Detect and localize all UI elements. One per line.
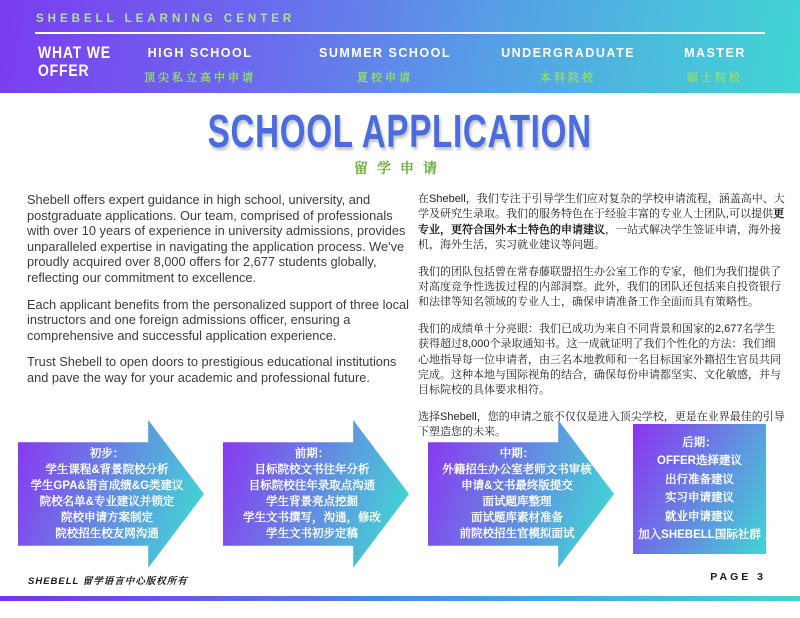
intro-zh-p1-pre: 在Shebell，我们专注于引导学生们应对复杂的学校申请流程，涵盖高中、大学及研究生录取。我们的服务特色在于经验丰富的专业人士团队,可以提供: [418, 193, 785, 221]
process-stage-title: 中期：: [499, 448, 535, 460]
process-step-line: 面试题库整理: [482, 496, 552, 508]
intro-en-paragraph-3: Trust Shebell to open doors to prestigious educational institutions and pave the way for your academic and professional future.: [27, 354, 397, 385]
intro-en-paragraph-1: Shebell offers expert guidance in high school, university, and postgraduate applications. Our team, comprised of professionals with over 10 years of experience in university admissions, provides unparalleled expertise in navigating the application process. We've proudly acquired over 8,000 offers for 2,677 students globally, reflecting our commitment to excellence.: [27, 192, 406, 285]
intro-zh-p1-bold: 更专业，更符合国外本土特色的申请建议: [418, 208, 785, 236]
intro-zh-paragraph-1: [418, 192, 786, 254]
process-step-line: 外籍招生办公室老师文书审核: [442, 464, 592, 476]
nav-item-label: HIGH SCHOOL: [147, 46, 253, 60]
process-arrow-initial: [18, 420, 204, 568]
intro-zh-paragraph-3: 我们的成绩单十分亮眼：我们已成功为来自不同背景和国家的2,677名学生获得超过8,000个录取通知书。这一成就证明了我们个性化的方法：我们细心地指导每一位申请者，由三名本地教师和一名目标国家外籍招生官员共同完成。这种本地与国际视角的结合，确保每份申请都坚实、文化敏感，并与目标院校的具体要求相符。: [418, 322, 781, 397]
footer-gradient-bar: [0, 596, 800, 601]
nav-heading-what-we-offer: [38, 44, 111, 80]
nav-item-summer-school: [300, 46, 470, 85]
brand-title: SHEBELL LEARNING CENTER: [36, 13, 296, 25]
process-step-line: 学生文书撰写，沟通，修改: [243, 512, 381, 524]
process-step-line: 学生课程&背景院校分析: [45, 464, 169, 476]
intro-chinese-column: [418, 192, 786, 441]
process-step-line: 出行准备建议: [665, 473, 734, 486]
process-arrow-mid: [428, 420, 614, 568]
nav-item-sublabel: 本科院校: [540, 72, 596, 84]
process-step-line: 加入SHEBELL国际社群: [638, 529, 761, 541]
header-band: [0, 0, 800, 93]
nav-item-label: MASTER: [684, 46, 746, 60]
header-divider: [35, 32, 765, 34]
process-step-line: 申请&文书最终版提交: [461, 480, 573, 492]
process-step-line: OFFER选择建议: [657, 455, 742, 467]
nav-item-sublabel: 夏校申请: [357, 72, 413, 84]
process-step-line: 学生GPA&语言成绩&G类建议: [30, 480, 184, 492]
process-arrow-early: [223, 420, 409, 568]
intro-zh-p1-post: ，一站式解决学生签证申请，海外接机，海外生活，实习就业建议等问题。: [418, 223, 781, 252]
page-title-wrap: [0, 104, 800, 158]
process-step-line: 学生文书初步定稿: [266, 528, 358, 540]
intro-english-column: [27, 192, 409, 386]
page-subtitle: 留学申请: [354, 160, 446, 176]
footer-copyright: SHEBELL 留学语言中心版权所有: [28, 576, 188, 587]
process-strip: [0, 420, 800, 590]
nav-item-undergraduate: [478, 46, 658, 85]
process-step-line: 实习申请建议: [665, 492, 734, 504]
nav-item-label: SUMMER SCHOOL: [319, 46, 451, 60]
nav-item-label: UNDERGRADUATE: [501, 46, 635, 60]
process-stage-title: 初步：: [89, 448, 125, 460]
process-step-line: 学生背景亮点挖掘: [266, 496, 358, 508]
process-step-line: 目标院校往年录取点沟通: [248, 480, 376, 492]
process-stage-title: 后期：: [682, 436, 717, 449]
intro-en-paragraph-2: Each applicant benefits from the personalized support of three local instructors and one foreign admissions officer, ensuring a comprehensive and successful application experience.: [27, 296, 410, 343]
nav-heading-line1: WHAT WE: [38, 43, 111, 62]
process-step-line: 院校招生校友网沟通: [55, 528, 159, 540]
nav-heading-line2: OFFER: [38, 61, 90, 80]
intro-zh-paragraph-4: 选择Shebell，您的申请之旅不仅仅是进入顶尖学校，更是在业界最佳的引导下塑造您的未来。: [418, 410, 785, 439]
process-stage-title: 前期：: [294, 448, 330, 460]
nav-item-master: [650, 46, 780, 85]
footer-page-number: PAGE 3: [710, 571, 766, 583]
nav-item-high-school: [115, 46, 285, 85]
process-step-line: 前院校招生官模拟面试: [459, 528, 575, 540]
intro-zh-paragraph-2: 我们的团队包括曾在常春藤联盟招生办公室工作的专家，他们为我们提供了对高度竞争性选拔过程的内部洞察。此外，我们的团队还包括来自投资银行和法律等知名领域的专业人士，确保申请准备工作全面而具有策略性。: [418, 265, 781, 309]
process-step-line: 目标院校文书往年分析: [254, 464, 370, 476]
nav-item-sublabel: 硕士院校: [687, 72, 743, 84]
process-block-late: [633, 424, 766, 554]
page-title: SCHOOL APPLICATION: [207, 105, 593, 157]
process-step-line: 面试题库素材准备: [471, 512, 563, 524]
process-step-line: 院校名单&专业建议并锁定: [39, 496, 175, 508]
process-step-line: 就业申请建议: [665, 510, 734, 523]
process-step-line: 院校申请方案制定: [61, 512, 153, 524]
nav-item-sublabel: 顶尖私立高中申请: [144, 72, 256, 84]
